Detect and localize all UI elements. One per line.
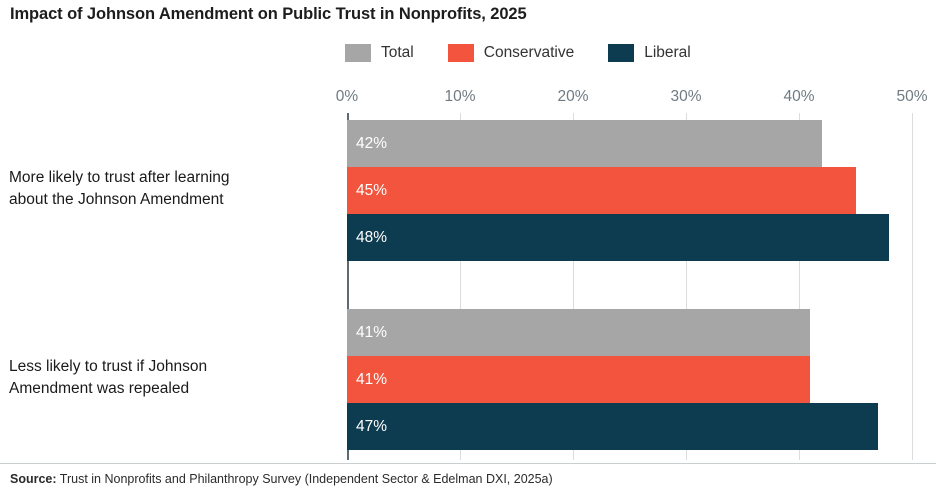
bar-value-label: 41% — [356, 323, 388, 341]
x-tick-label: 0% — [335, 88, 359, 105]
legend-swatch-total — [345, 44, 371, 62]
bar-row — [347, 214, 912, 261]
x-tick-label: 50% — [896, 88, 928, 105]
bar-total[interactable] — [347, 309, 810, 356]
legend-label: Total — [381, 44, 414, 61]
bar-row — [347, 167, 912, 214]
legend-item-liberal[interactable] — [608, 44, 691, 62]
bar-liberal[interactable] — [347, 214, 889, 261]
bar-group — [347, 309, 912, 450]
x-axis-tick-labels — [335, 88, 928, 110]
x-tick-label: 10% — [444, 88, 476, 105]
category-label-line: about the Johnson Amendment — [9, 190, 224, 208]
source-label: Source: — [10, 472, 57, 486]
footer-divider — [0, 463, 936, 464]
legend-label: Liberal — [644, 44, 691, 61]
source-text: Trust in Nonprofits and Philanthropy Survey (Independent Sector & Edelman DXI, 2025a) — [56, 472, 553, 486]
plot-area — [347, 113, 912, 460]
bar-value-label: 45% — [356, 181, 388, 199]
bar-row — [347, 403, 912, 450]
bar-value-label: 41% — [356, 370, 388, 388]
x-tick-label: 20% — [557, 88, 589, 105]
bar-row — [347, 356, 912, 403]
category-label-line: More likely to trust after learning — [9, 168, 230, 186]
category-label-line: Amendment was repealed — [9, 379, 190, 397]
category-label — [9, 356, 339, 401]
bar-value-label: 47% — [356, 417, 388, 435]
bar-conservative[interactable] — [347, 167, 856, 214]
bar-row — [347, 309, 912, 356]
bar-conservative[interactable] — [347, 356, 810, 403]
bar-total[interactable] — [347, 120, 822, 167]
x-tick-label: 30% — [670, 88, 702, 105]
legend-label: Conservative — [483, 44, 575, 61]
bar-liberal[interactable] — [347, 403, 878, 450]
gridline — [912, 113, 913, 460]
legend-item-total[interactable] — [345, 44, 414, 62]
bar-group — [347, 120, 912, 261]
source-note — [10, 472, 553, 486]
legend-item-conservative[interactable] — [448, 44, 574, 62]
category-label-line: Less likely to trust if Johnson — [9, 357, 208, 375]
category-label — [9, 167, 339, 212]
bar-value-label: 48% — [356, 228, 388, 246]
legend-swatch-conservative — [448, 44, 474, 62]
legend-swatch-liberal — [608, 44, 634, 62]
page-title: Impact of Johnson Amendment on Public Trust in Nonprofits, 2025 — [10, 5, 527, 23]
bar-value-label: 42% — [356, 134, 388, 152]
x-tick-label: 40% — [783, 88, 815, 105]
bar-row — [347, 120, 912, 167]
chart-legend — [345, 44, 691, 62]
